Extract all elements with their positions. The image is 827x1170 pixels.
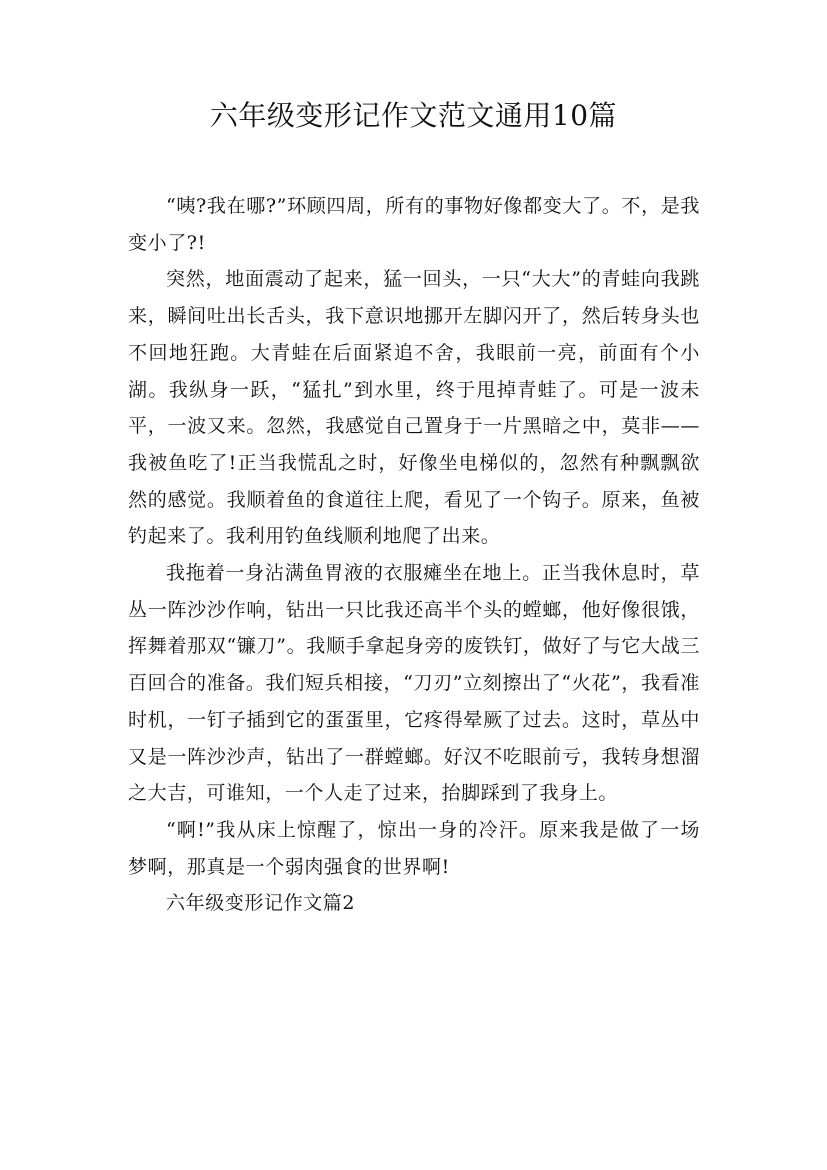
paragraph: “啊!”我从床上惊醒了，惊出一身的冷汗。原来我是做了一场梦啊，那真是一个弱肉强食的世界啊! — [128, 818, 700, 878]
paragraph: 突然，地面震动了起来，猛一回头，一只“大大”的青蛙向我跳来，瞬间吐出长舌头，我下意识地挪开左脚闪开了，然后转身头也不回地狂跑。大青蛙在后面紧追不舍，我眼前一亮，前面有个小湖。我纵身一跃，“猛扎”到水里，终于甩掉青蛙了。可是一波未平，一波又来。忽然，我感觉自己置身于一片黑暗之中，莫非——我被鱼吃了!正当我慌乱之时，好像坐电梯似的，忽然有种飘飘欲然的感觉。我顺着鱼的食道往上爬，看见了一个钩子。原来，鱼被钓起来了。我利用钓鱼线顺利地爬了出来。 — [128, 268, 700, 548]
document-body — [128, 188, 700, 922]
document-title: 六年级变形记作文范文通用10篇 — [209, 99, 618, 132]
paragraph: “咦?我在哪?”环顾四周，所有的事物好像都变大了。不，是我变小了?! — [128, 195, 700, 254]
paragraph: 我拖着一身沾满鱼胃液的衣服瘫坐在地上。正当我休息时，草丛一阵沙沙作响，钻出一只比我还高半个头的螳螂，他好像很饿，挥舞着那双“镰刀”。我顺手拿起身旁的废铁钉，做好了与它大战三百回合的准备。我们短兵相接，“刀刃”立刻擦出了“火花”，我看准时机，一钉子插到它的蛋蛋里，它疼得晕厥了过去。这时，草丛中又是一阵沙沙声，钻出了一群螳螂。好汉不吃眼前亏，我转身想溜之大吉，可谁知，一个人走了过来，抬脚踩到了我身上。 — [128, 562, 700, 805]
section-heading: 六年级变形记作文篇2 — [166, 892, 356, 915]
